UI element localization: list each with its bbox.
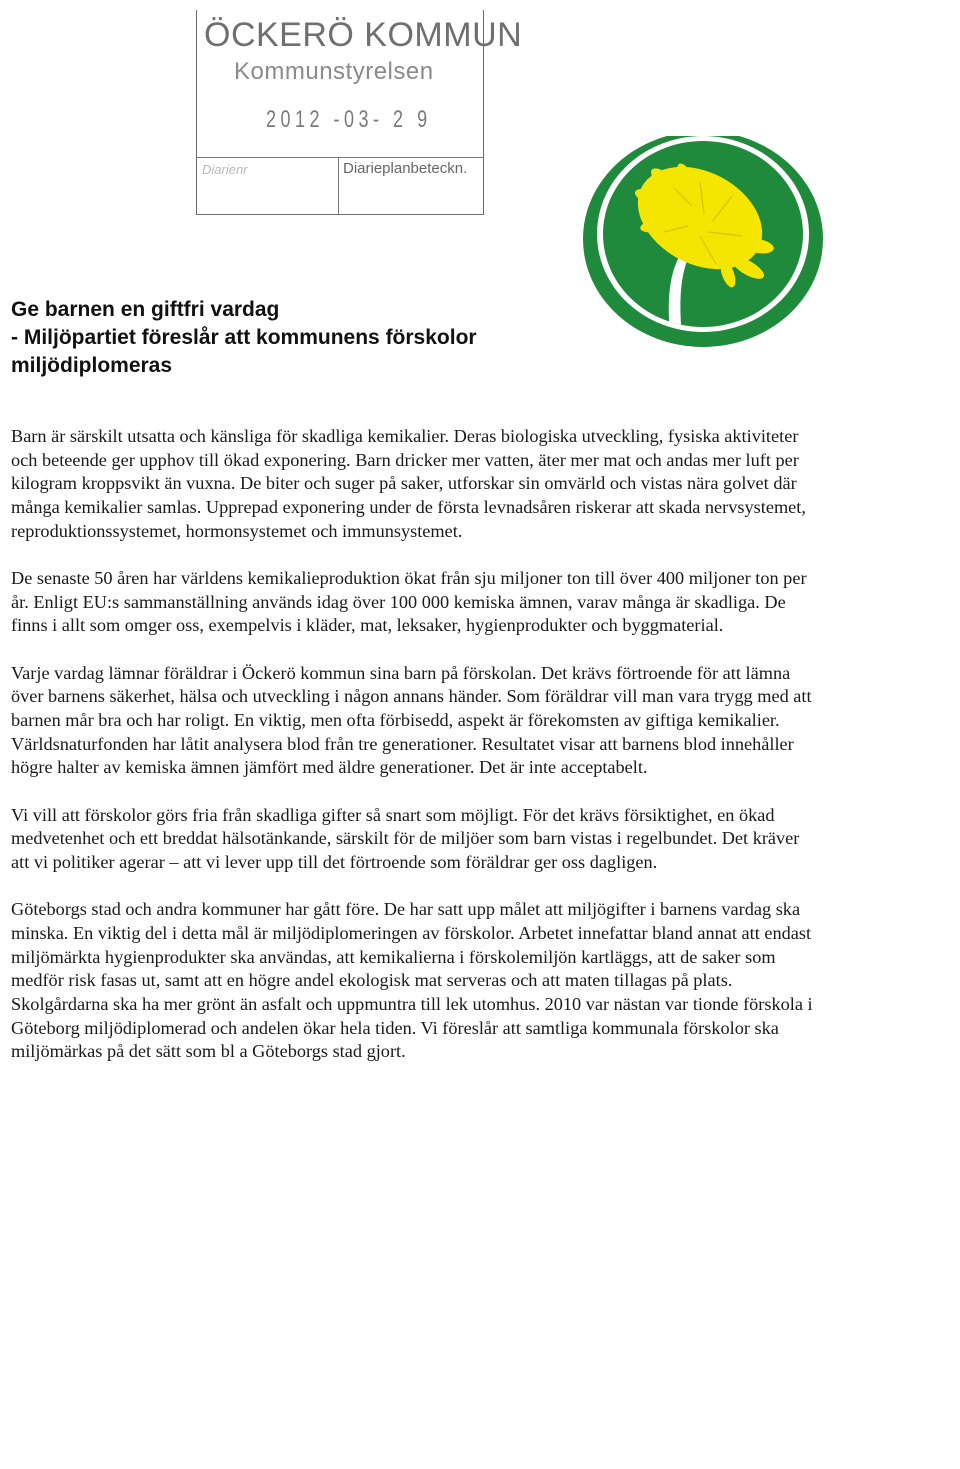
stamp-field-planbeteckning: Diarieplanbeteckn. [343,160,468,177]
page-title [11,296,611,380]
stamp-department: Kommunstyrelsen [234,58,434,85]
title-line-2: - Miljöpartiet föreslår att kommunens förskolor [11,326,477,349]
title-line-3: miljödiplomeras [11,354,173,377]
registry-stamp [196,10,523,215]
paragraph-1: Barn är särskilt utsatta och känsliga för skadliga kemikalier. Deras biologiska utveckling, fysiska aktiviteter och beteende ger upphov till ökad exponering. Barn dricker mer vatten, äter mer mat och andas mer luft per kilogram kroppsvikt än vuxna. De biter och suger på saker, utforskar sin omvärld och vistas nära golvet där många kemikalier samlas. Upprepad exponering under de första levnadsåren riskerar att skada nervsystemet, reproduktionssystemet, hormonsystemet och immunsystemet. [11,426,806,541]
stamp-divider [196,157,483,158]
paragraph-5: Göteborgs stad och andra kommuner har gått före. De har satt upp målet att miljögifter i barnens vardag ska minska. En viktig del i detta mål är miljödiplomeringen av förskolor. Arbetet innefattar bland annat att endast miljömärkta hygienprodukter ska användas, att kemikalierna i förskolemiljön kartläggs, att de saker som medför risk fasas ut, samt att en högre andel ekologisk mat serveras och att maten tillagas på plats. Skolgårdarna ska ha mer grönt än asfalt och uppmuntra till lek utomhus. 2010 var nästan var tionde förskola i Göteborg miljödiplomerad och andelen ökar hela tiden. Vi föreslår att samtliga kommunala förskolor ska miljömärkas på det sätt som bl a Göteborgs stad gjort. [11,899,813,1062]
stamp-date: 2012 -03- 2 9 [266,106,432,133]
paragraph-3: Varje vardag lämnar föräldrar i Öckerö kommun sina barn på förskolan. Det krävs förtroende för att lämna över barnens säkerhet, hälsa och utveckling i någon annans händer. Som föräldrar vill man vara trygg med att barnen mår bra och har roligt. En viktig, men ofta förbisedd, aspekt är förekomsten av giftiga kemikalier. Världsnaturfonden har låtit analysera blod från tre generationer. Resultatet visar att barnens blod innehåller högre halter av kemiska ämnen jämfört med äldre generationer. Det är inte acceptabelt. [11,662,812,778]
title-line-1: Ge barnen en giftfri vardag [11,298,280,321]
paragraph-4: Vi vill att förskolor görs fria från skadliga gifter så snart som möjligt. För det krävs försiktighet, en ökad medvetenhet och ett breddat hälsotänkande, särskilt för de miljöer som barn vistas i regelbundet. Det kräver att vi politiker agerar – att vi lever upp till det förtroende som föräldrar ger oss dagligen. [11,804,800,873]
stamp-column-divider [338,157,339,214]
paragraph-2: De senaste 50 åren har världens kemikalieproduktion ökat från sju miljoner ton till över 400 miljoner ton per år. Enligt EU:s sammanställning används idag över 100 000 kemiska ämnen, varav många är skadliga. De finns i allt som omger oss, exempelvis i kläder, mat, leksaker, hygienprodukter och byggmaterial. [11,568,807,636]
stamp-organization: ÖCKERÖ KOMMUN [204,16,523,54]
stamp-field-diarienr: Diarienr [202,162,248,177]
dandelion-logo-icon [582,136,828,352]
body-text [11,425,816,1088]
